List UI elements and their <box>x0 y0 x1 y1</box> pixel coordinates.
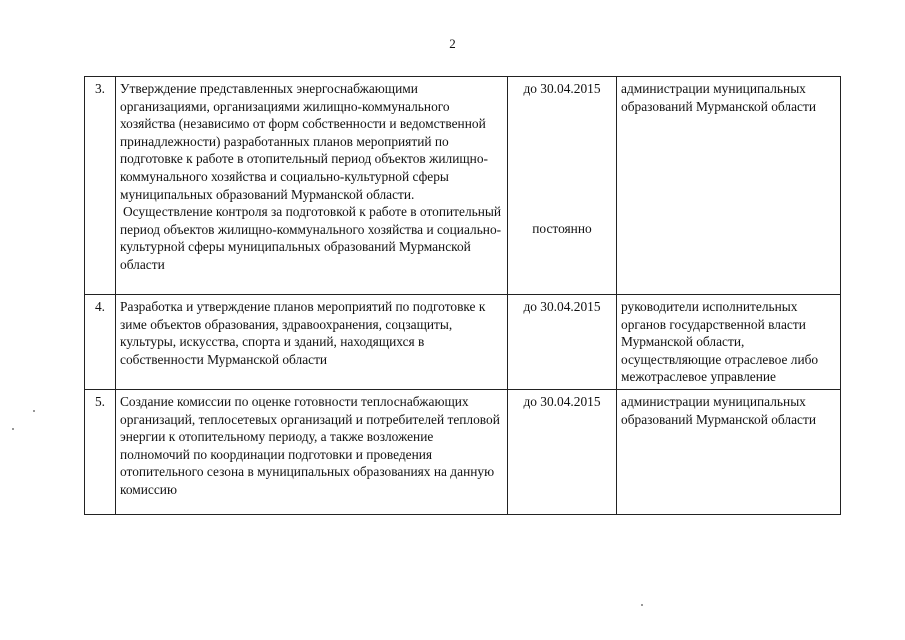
table-row <box>85 77 841 295</box>
responsible-cell: администрации муниципальных образований Мурманской области <box>617 389 841 514</box>
deadline-cell <box>508 77 617 295</box>
scan-speck <box>12 428 14 430</box>
row-number: 3. <box>85 77 116 295</box>
task-cell: Разработка и утверждение планов мероприятий по подготовке к зиме объектов образования, здравоохранения, соцзащиты, культуры, искусства, спорта и зданий, находящихся в собственности Мурманской области <box>116 295 508 390</box>
scan-speck <box>641 604 643 606</box>
table-row <box>85 295 841 390</box>
page-number: 2 <box>449 36 456 51</box>
responsible-cell: руководители исполнительных органов государственной власти Мурманской области, осуществляющие отраслевое либо межотраслевое управление <box>617 295 841 390</box>
deadline-text: до 30.04.2015 <box>523 81 601 96</box>
task-text-continued: Осуществление контроля за подготовкой к работе в отопительный период объектов жилищно-коммунального хозяйства и социально-культурной сферы муниципальных образований Мурманской области <box>120 204 502 272</box>
action-plan-table <box>84 76 841 515</box>
deadline-cell: до 30.04.2015 <box>508 295 617 390</box>
task-text: Утверждение представленных энергоснабжающими организациями, организациями жилищно-коммунального хозяйства (независимо от форм собственности и ведомственной принадлежности) разработанных планов мероприятий по подготовке к работе в отопительный период объектов жилищно-коммунального хозяйства и социально-культурной сферы муниципальных образований Мурманской области. <box>120 81 488 202</box>
scan-speck <box>33 410 35 412</box>
table-row <box>85 389 841 514</box>
row-number: 5. <box>85 389 116 514</box>
task-cell <box>116 77 508 295</box>
deadline-ongoing: постоянно <box>532 221 592 236</box>
task-cell: Создание комиссии по оценке готовности теплоснабжающих организаций, теплосетевых организаций и потребителей тепловой энергии к отопительному периоду, а также возложение полномочий по координации подготовки и проведения отопительного сезона в муниципальных образованиях на данную комиссию <box>116 389 508 514</box>
deadline-cell: до 30.04.2015 <box>508 389 617 514</box>
responsible-cell: администрации муниципальных образований Мурманской области <box>617 77 841 295</box>
row-number: 4. <box>85 295 116 390</box>
